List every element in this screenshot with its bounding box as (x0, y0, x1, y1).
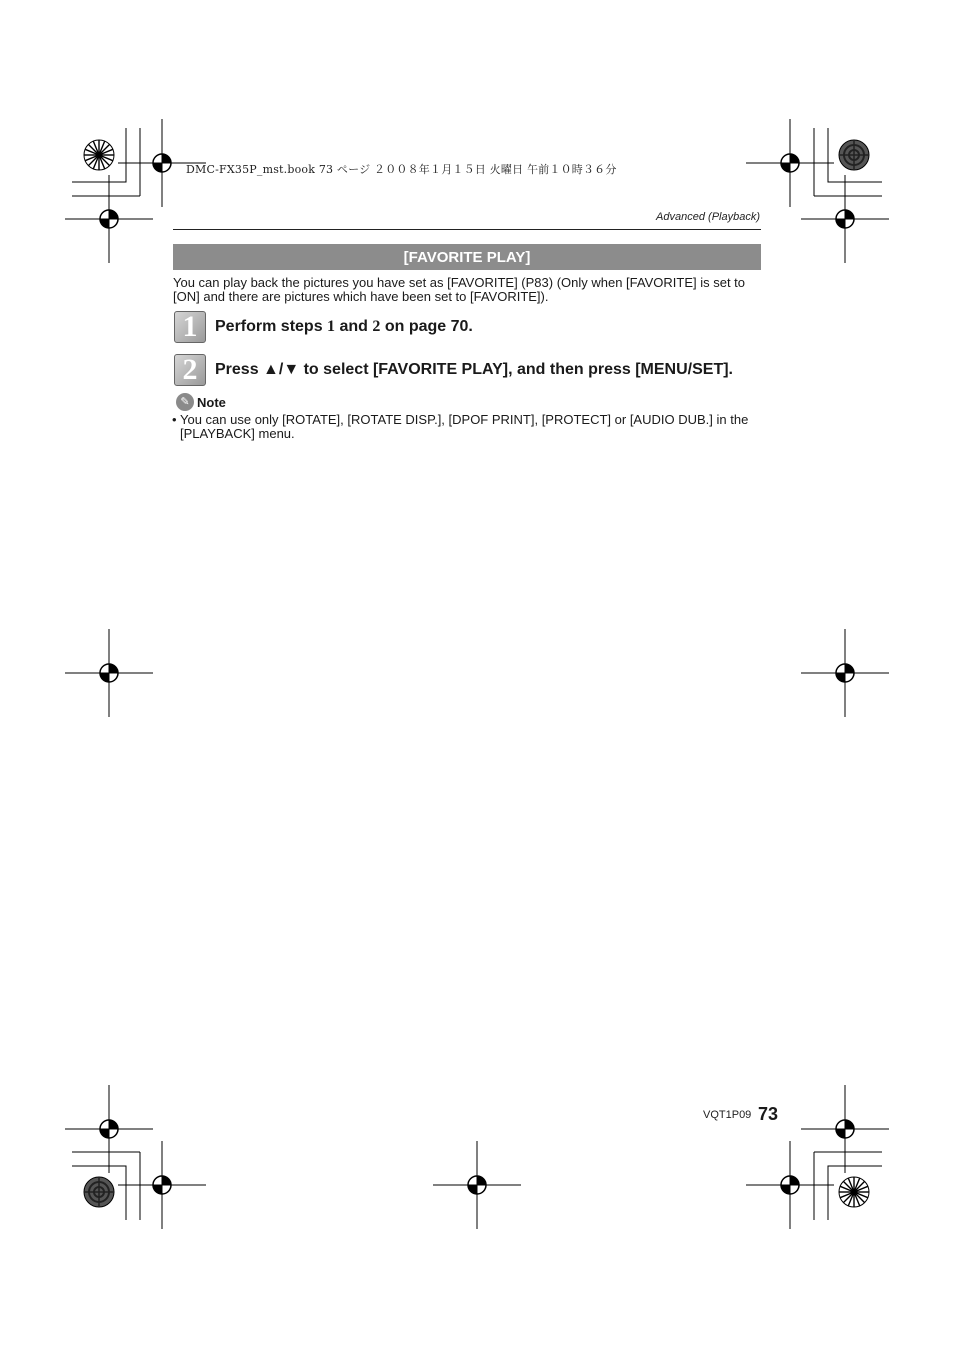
print-job-header: DMC-FX35P_mst.book 73 ページ ２００８年１月１５日 火曜日 午前１０時３６分 (186, 163, 617, 176)
page-number: 73 (758, 1104, 779, 1124)
note-title: Note (197, 394, 226, 410)
note-item-text: You can use only [ROTATE], [ROTATE DISP.], [DPOF PRINT], [PROTECT] or [AUDIO DUB.] in the [PLAYBACK] menu. (180, 412, 749, 441)
step-1-text-middle: and (335, 318, 373, 335)
step-1-ref-step-1: 1 (327, 318, 336, 335)
intro-paragraph: You can play back the pictures you have set as [FAVORITE] (P83) (Only when [FAVORITE] is set to [ON] and there are pictures which have been set to [FAVORITE]). (173, 275, 746, 304)
step-1 (174, 311, 473, 343)
pencil-note-icon: ✎ (176, 393, 194, 411)
step-1-text-start: Perform steps (215, 318, 328, 335)
step-2-number-icon: 2 (174, 354, 206, 386)
page-title (173, 244, 761, 270)
bullet: • (172, 412, 177, 427)
step-1-text-end: on page 70. (380, 318, 473, 335)
header-rule (173, 229, 761, 230)
step-2-text: Press ▲/▼ to select [FAVORITE PLAY], and then press [MENU/SET]. (215, 361, 733, 378)
page-title-text: [FAVORITE PLAY] (403, 248, 531, 266)
note-heading (176, 393, 226, 411)
section-label: Advanced (Playback) (656, 211, 760, 223)
step-2 (174, 354, 733, 386)
model-code: VQT1P09 (703, 1109, 752, 1121)
step-1-ref-step-2: 2 (372, 318, 381, 335)
step-1-text (215, 318, 473, 336)
note-item (172, 413, 762, 441)
step-1-number-icon: 1 (174, 311, 206, 343)
